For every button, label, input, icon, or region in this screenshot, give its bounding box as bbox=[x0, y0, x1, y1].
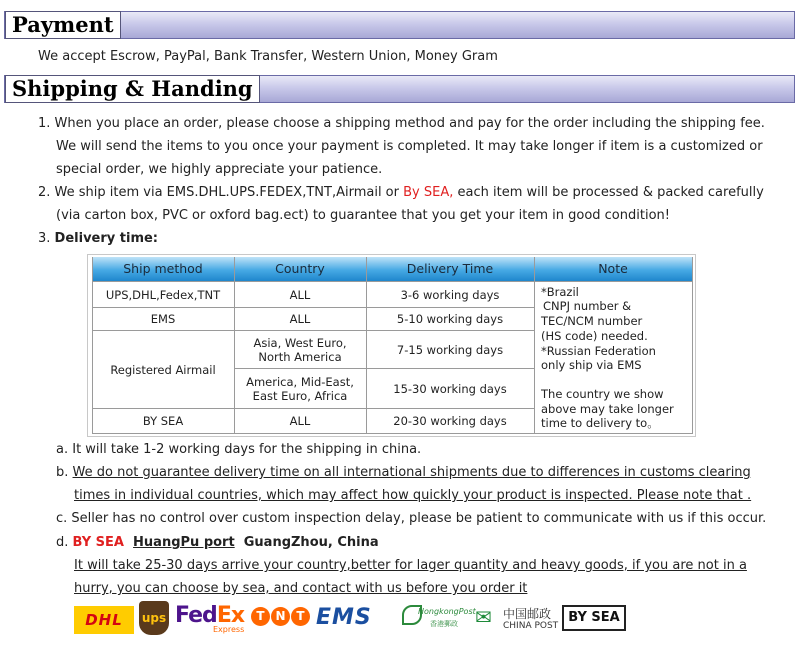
note-line-5: The country we show bbox=[541, 387, 664, 401]
note-b-line-2: times in individual countries, which may affect how quickly your product is inspected. Please note that . bbox=[74, 488, 752, 503]
row-3-time: 7-15 working days bbox=[396, 342, 504, 357]
row-1-method: UPS,DHL,Fedex,TNT bbox=[105, 287, 221, 302]
note-c: c. Seller has no control over custom inspection delay, please be patient to communicate with us if this occur. bbox=[56, 511, 767, 526]
row-4-time: 15-30 working days bbox=[393, 381, 507, 396]
fedex-logo: FedEx Express bbox=[175, 603, 245, 634]
note-line-6: above may take longer bbox=[541, 402, 674, 416]
grid-line bbox=[92, 433, 693, 434]
shipping-item-2-line-2: (via carton box, PVC or oxford bag.ect) to guarantee that you get your item in good condition! bbox=[56, 208, 670, 223]
dhl-logo: DHL bbox=[74, 606, 134, 634]
by-sea-highlight: By SEA, bbox=[403, 185, 454, 200]
note-d-by-sea: BY SEA bbox=[72, 535, 124, 550]
payment-title: Payment bbox=[5, 11, 121, 39]
shipping-item-1-line-1: 1. When you place an order, please choose a shipping method and pay for the order including the shipping fee. bbox=[38, 116, 765, 131]
row-1-country: ALL bbox=[289, 287, 311, 302]
note-line-3: (HS code) needed. bbox=[541, 329, 648, 343]
note-line-2: TEC/NCM number bbox=[541, 314, 643, 328]
note-b-text-1: We do not guarantee delivery time on all international shipments due to differences in customs clearing bbox=[72, 465, 751, 480]
ems-logo: EMS bbox=[316, 605, 372, 630]
row-4-country: America, Mid-East, East Euro, Africa bbox=[246, 374, 354, 403]
note-d-prefix: d. bbox=[56, 535, 73, 550]
shipping-header-bar bbox=[4, 75, 795, 103]
note-brazil: *Brazil bbox=[541, 285, 579, 299]
row-3-country: Asia, West Euro, North America bbox=[253, 335, 347, 364]
shipping-item-1-line-3: special order, we highly appreciate your patience. bbox=[56, 162, 383, 177]
note-d-line-1 bbox=[56, 535, 379, 551]
header-country: Country bbox=[234, 257, 366, 281]
note-b-prefix: b. bbox=[56, 465, 73, 480]
shipping-item-3-num: 3. bbox=[38, 231, 55, 246]
hongkong-post-logo: HongkongPost 香港郵政 bbox=[400, 601, 470, 635]
shipping-item-2-post: each item will be processed & packed carefully bbox=[453, 185, 764, 200]
header-note: Note bbox=[534, 257, 692, 281]
note-d-line-2: It will take 25-30 days arrive your country,better for lager quantity and heavy goods, if you are not in a bbox=[74, 558, 747, 573]
row-2-time: 5-10 working days bbox=[396, 312, 504, 326]
shipping-item-3 bbox=[38, 231, 158, 247]
note-d-port: HuangPu port bbox=[133, 535, 235, 550]
tnt-logo: T N T bbox=[251, 601, 313, 635]
row-2-method: EMS bbox=[150, 312, 176, 326]
shipping-item-2-pre: 2. We ship item via EMS.DHL.UPS.FEDEX,TNT,Airmail or bbox=[38, 185, 404, 200]
grid-line bbox=[692, 257, 693, 433]
shipping-item-2-line-1 bbox=[38, 185, 764, 201]
note-russia: *Russian Federation bbox=[541, 344, 656, 358]
note-a: a. It will take 1-2 working days for the shipping in china. bbox=[56, 442, 422, 457]
header-ship-method: Ship method bbox=[92, 257, 234, 281]
note-line-1: CNPJ number & bbox=[543, 299, 632, 313]
payment-header-bar bbox=[4, 11, 795, 39]
shipping-item-1-line-2: We will send the items to you once your payment is completed. It may take longer if item is a customized or bbox=[56, 139, 763, 154]
row-1-time: 3-6 working days bbox=[400, 287, 500, 302]
note-d-line-3: hurry, you can choose by sea, and contact with us before you order it bbox=[74, 581, 528, 596]
china-post-logo: ✉ 中国邮政 CHINA POST bbox=[475, 605, 559, 631]
note-line-7: time to delivery to。 bbox=[541, 416, 659, 430]
by-sea-badge: BY SEA bbox=[562, 605, 626, 631]
china-post-icon: ✉ bbox=[475, 605, 492, 629]
row-5-time: 20-30 working days bbox=[393, 414, 507, 428]
row-5-method: BY SEA bbox=[142, 414, 184, 428]
note-line-4: only ship via EMS bbox=[541, 358, 642, 372]
row-3-method: Registered Airmail bbox=[110, 362, 216, 377]
shipping-title: Shipping & Handing bbox=[5, 75, 260, 103]
delivery-time-label: Delivery time: bbox=[54, 231, 159, 246]
row-2-country: ALL bbox=[289, 312, 311, 326]
note-d-city: GuangZhou, China bbox=[243, 535, 379, 550]
note-b-line-1 bbox=[56, 465, 751, 481]
row-5-country: ALL bbox=[289, 414, 311, 428]
grid-line bbox=[534, 257, 535, 433]
header-delivery-time: Delivery Time bbox=[366, 257, 534, 281]
ups-logo: ups bbox=[139, 601, 169, 635]
payment-methods-text: We accept Escrow, PayPal, Bank Transfer, Western Union, Money Gram bbox=[38, 49, 498, 64]
